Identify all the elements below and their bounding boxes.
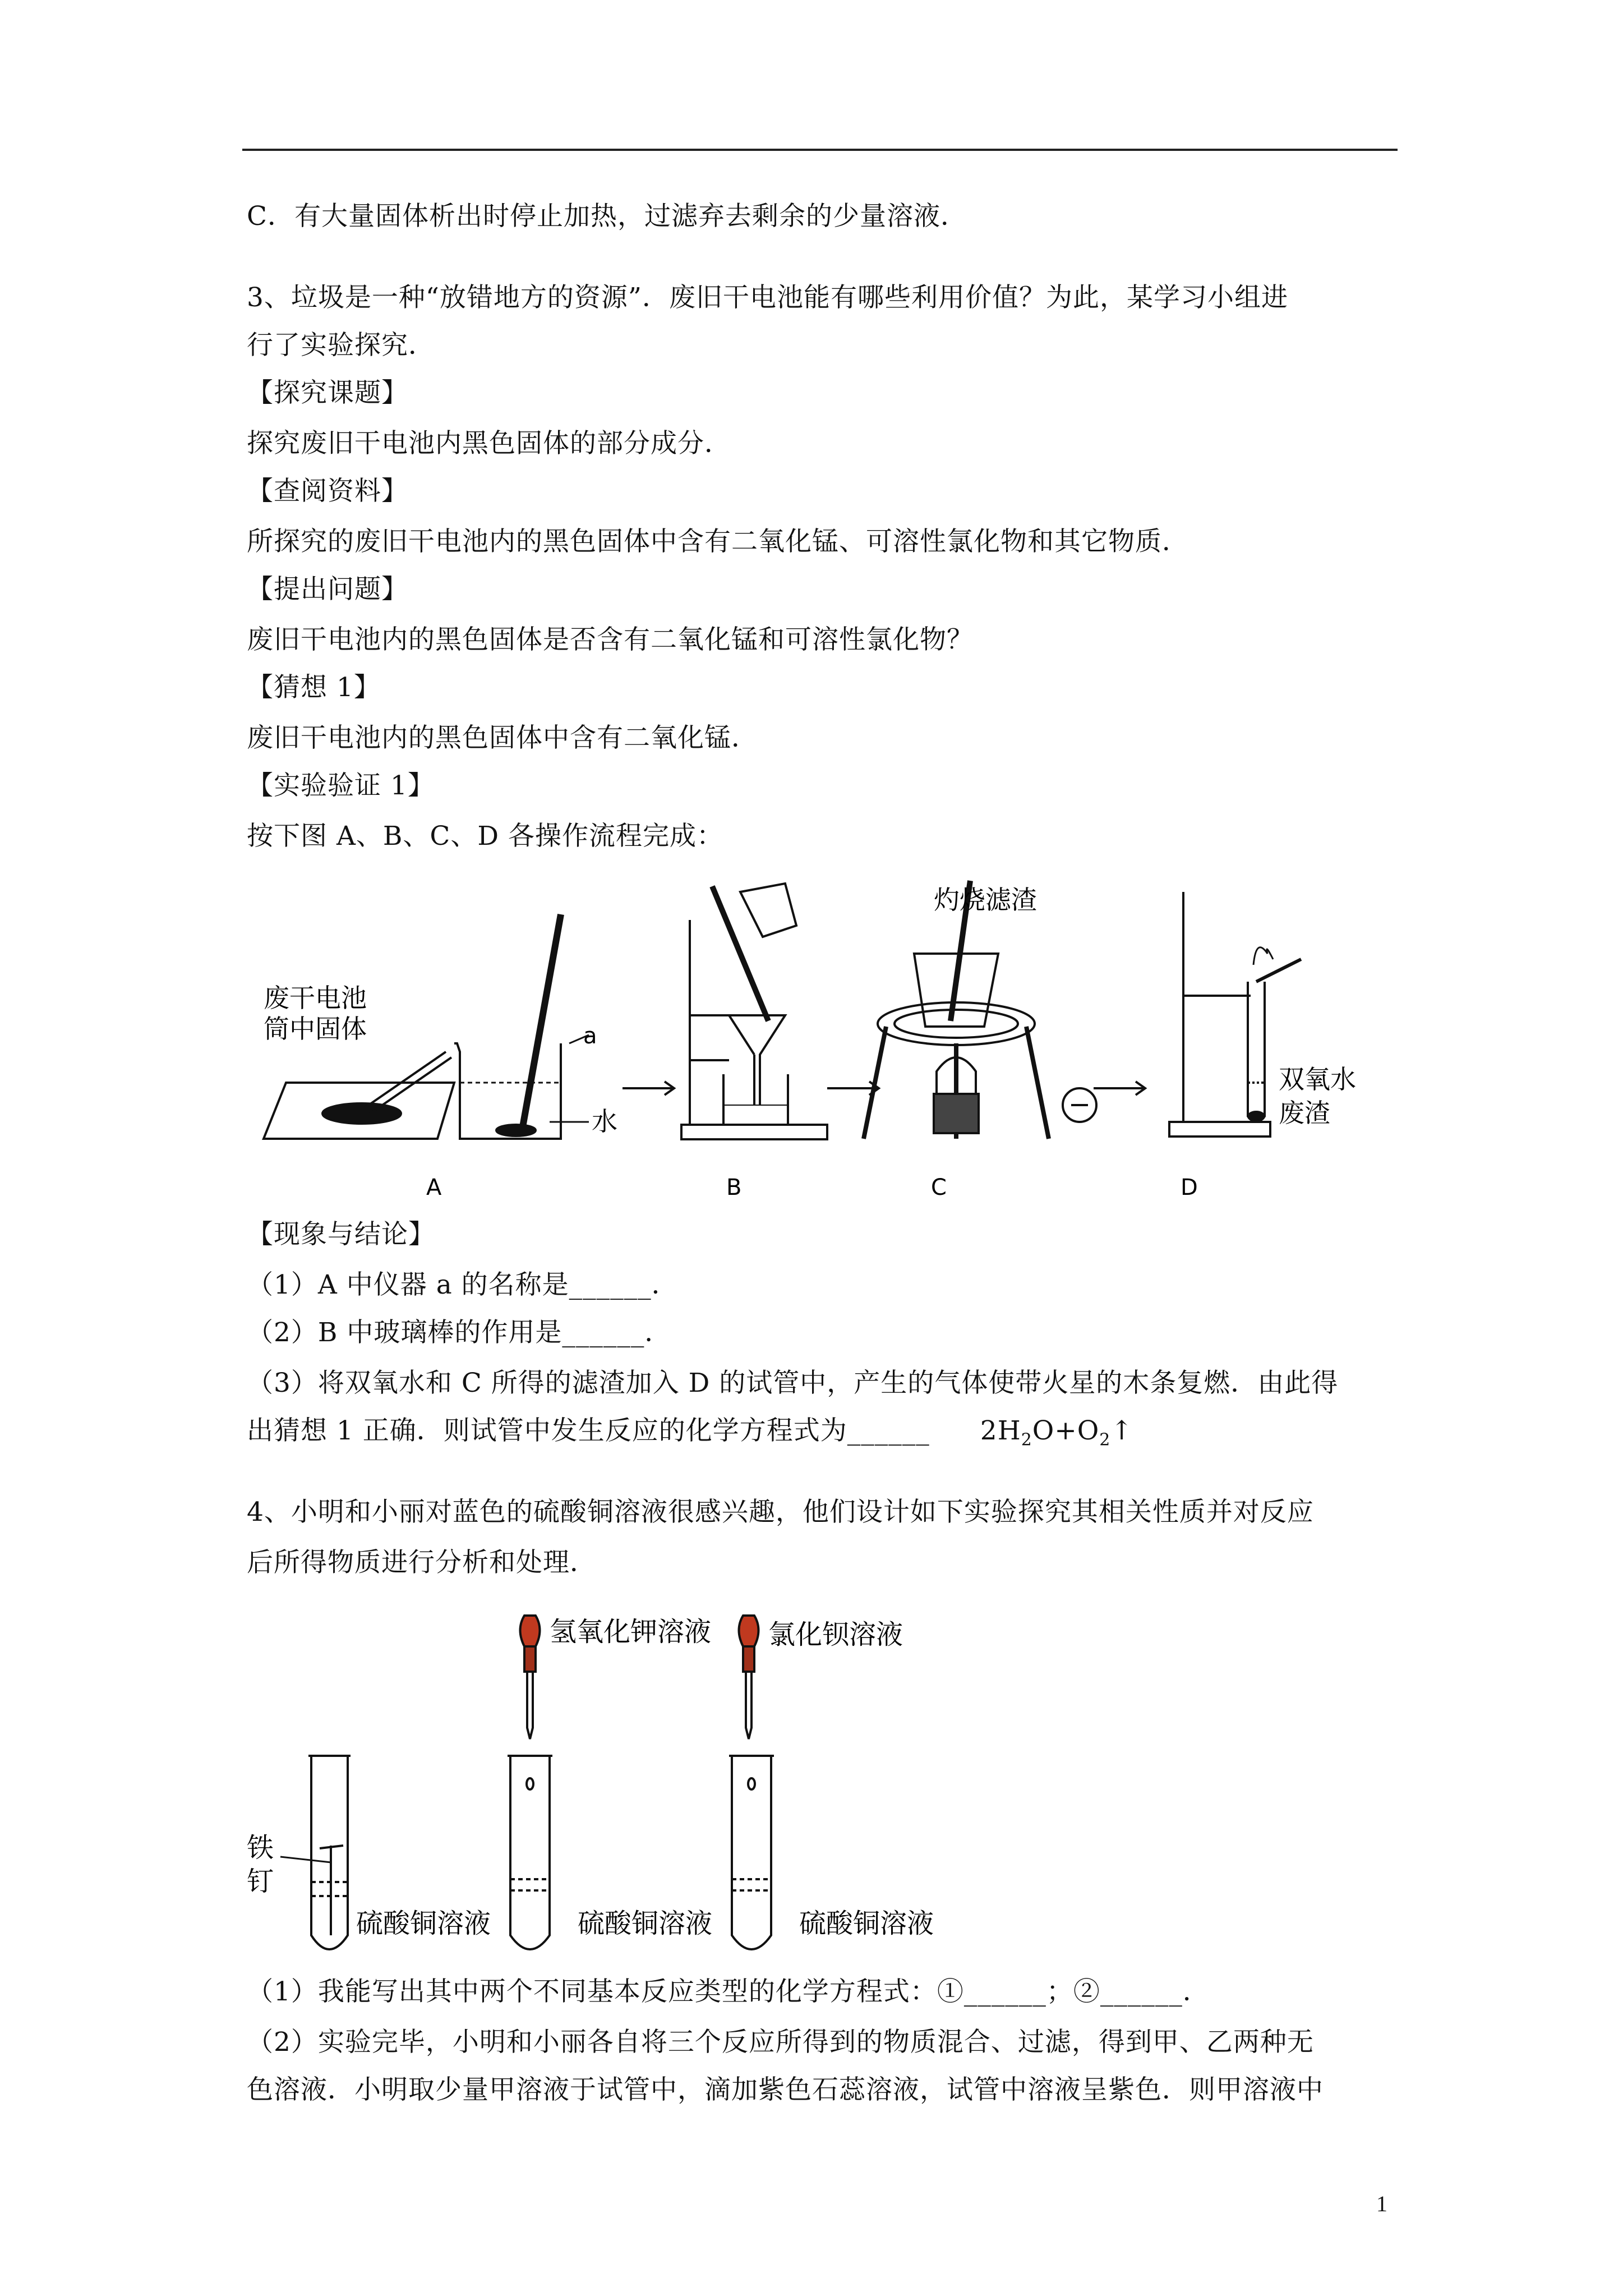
label-iron-2: 钉 [247, 1866, 274, 1897]
caption-a: A [426, 1175, 442, 1200]
q4-intro-line2: 后所得物质进行分析和处理． [247, 1547, 597, 1578]
label-hydrogen-peroxide: 双氧水 [1279, 1064, 1356, 1094]
heading-verify1: 【实验验证 1】 [247, 770, 435, 801]
guess1-text: 废旧干电池内的黑色固体中含有二氧化锰． [247, 723, 758, 753]
part-3-line2 [247, 1414, 1133, 1457]
experiment-flow-figure [247, 875, 1357, 1217]
part-1: （1）A 中仪器 a 的名称是______． [247, 1269, 679, 1300]
label-battery-solid-1: 废干电池 [264, 983, 367, 1013]
gas-arrow: ↑ [1110, 1415, 1133, 1446]
part-2: （2）B 中玻璃棒的作用是______． [247, 1317, 672, 1348]
arrow-a-b [623, 1082, 674, 1095]
option-c: C．有大量固体析出时停止加热，过滤弃去剩余的少量溶液． [247, 201, 967, 232]
label-cuso4-3: 硫酸铜溶液 [799, 1908, 934, 1939]
verify1-text: 按下图 A、B、C、D 各操作流程完成： [247, 821, 724, 852]
equation-sub-1: 2 [1021, 1430, 1032, 1450]
question-text: 废旧干电池内的黑色固体是否含有二氧化锰和可溶性氯化物？ [247, 624, 974, 655]
arrow-c-d [1094, 1082, 1145, 1095]
label-bacl2: 氯化钡溶液 [768, 1619, 903, 1650]
label-water: 水 [592, 1106, 617, 1137]
q3-intro-line2: 行了实验探究． [247, 330, 435, 361]
header-rule [242, 149, 1398, 151]
q3-intro-line1: 3、垃圾是一种“放错地方的资源”．废旧干电池能有哪些利用价值？为此，某学习小组进 [247, 282, 1288, 313]
label-cuso4-2: 硫酸铜溶液 [578, 1908, 713, 1939]
heading-guess1: 【猜想 1】 [247, 672, 381, 703]
q4-part-2-line2: 色溶液．小明取少量甲溶液于试管中，滴加紫色石蕊溶液，试管中溶液呈紫色．则甲溶液中 [247, 2074, 1324, 2105]
heading-reference: 【查阅资料】 [247, 476, 408, 507]
label-iron-1: 铁 [247, 1832, 274, 1864]
caption-c: C [931, 1175, 947, 1200]
label-battery-solid-2: 筒中固体 [264, 1014, 367, 1044]
label-waste-residue: 废渣 [1279, 1098, 1330, 1128]
heading-topic: 【探究课题】 [247, 378, 408, 408]
part-3-text: 出猜想 1 正确．则试管中发生反应的化学方程式为______ [247, 1415, 930, 1446]
tube-1-iron-nail [280, 1756, 351, 1949]
part-3-line1: （3）将双氧水和 C 所得的滤渣加入 D 的试管中，产生的气体使带火星的木条复燃．由此得 [247, 1368, 1339, 1398]
figure-b-apparatus [681, 884, 827, 1139]
reference-text: 所探究的废旧干电池内的黑色固体中含有二氧化锰、可溶性氯化物和其它物质． [247, 526, 1189, 557]
caption-d: D [1181, 1175, 1198, 1200]
equation-sub-2: 2 [1099, 1430, 1111, 1450]
copper-sulfate-figure [247, 1599, 976, 1963]
caption-b: B [726, 1175, 742, 1200]
topic-text: 探究废旧干电池内黑色固体的部分成分． [247, 428, 731, 459]
equation-part-1: 2H [980, 1415, 1021, 1446]
label-koh: 氢氧化钾溶液 [550, 1616, 712, 1648]
heading-question: 【提出问题】 [247, 574, 408, 605]
tube-2-koh [508, 1616, 552, 1949]
label-burn-residue: 灼烧滤渣 [934, 885, 1037, 915]
figure-c-apparatus [864, 881, 1096, 1139]
label-a: a [583, 1023, 597, 1049]
equation-part-2: O+O [1032, 1415, 1100, 1446]
label-cuso4-1: 硫酸铜溶液 [356, 1908, 491, 1939]
tube-3-bacl2 [729, 1616, 774, 1949]
q4-part-1: （1）我能写出其中两个不同基本反应类型的化学方程式：①______；②______． [247, 1976, 1210, 2007]
heading-phenomenon: 【现象与结论】 [247, 1219, 435, 1250]
q4-part-2-line1: （2）实验完毕，小明和小丽各自将三个反应所得到的物质混合、过滤，得到甲、乙两种无 [247, 2027, 1314, 2058]
q4-intro-line1: 4、小明和小丽对蓝色的硫酸铜溶液很感兴趣，他们设计如下实验探究其相关性质并对反应 [247, 1497, 1314, 1527]
page-number: 1 [1376, 2191, 1387, 2216]
